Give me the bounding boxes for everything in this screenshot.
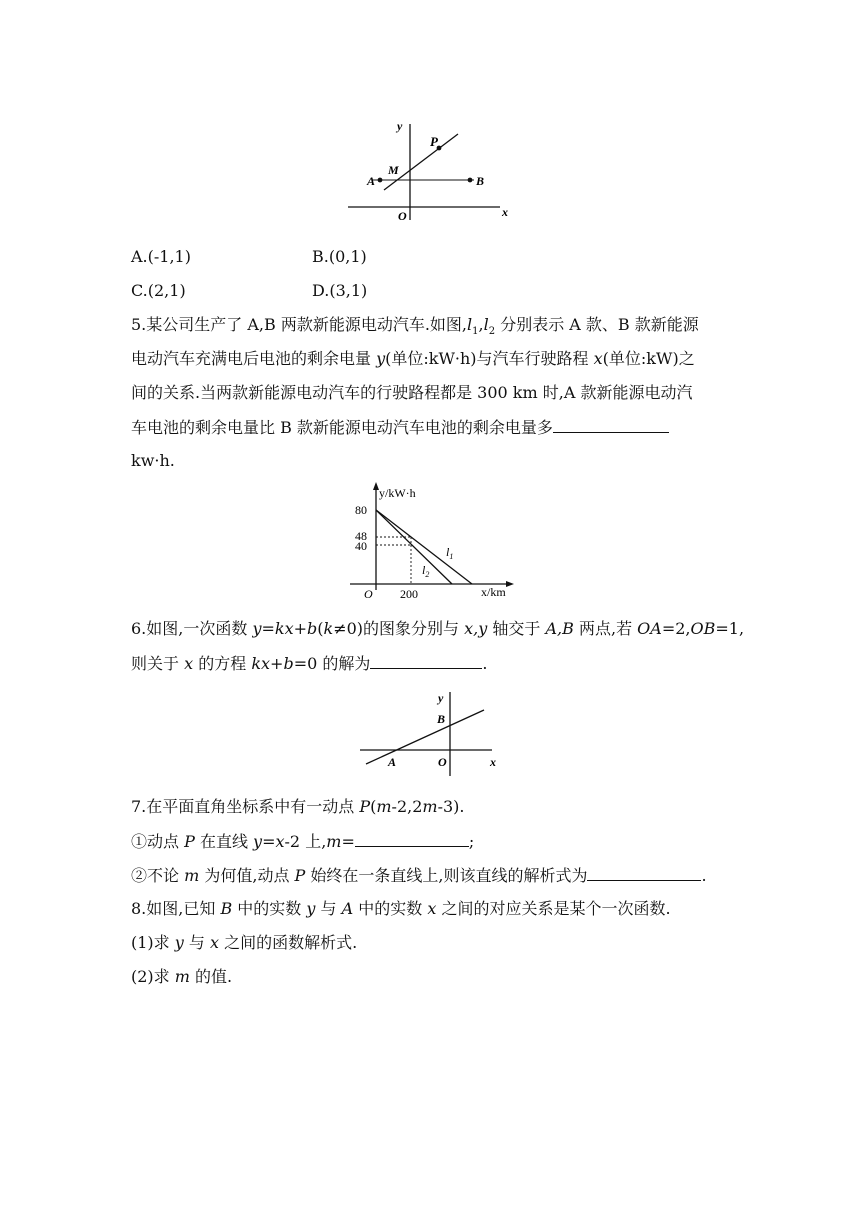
q7-line1: 7.在平面直角坐标系中有一动点 P(m-2,2m-3). xyxy=(131,797,465,816)
q6-line1: 6.如图,一次函数 y=kx+b(k≠0)的图象分别与 x,y 轴交于 A,B 两点,若 OA=2,OB=1, xyxy=(131,619,745,638)
origin-label: O xyxy=(438,755,447,769)
q8-line1: 8.如图,已知 B 中的实数 y 与 A 中的实数 x 之间的对应关系是某个一次函数. xyxy=(131,899,671,918)
point-B-label: B xyxy=(476,174,485,188)
answer-blank[interactable] xyxy=(370,652,482,669)
option-b: B.(0,1) xyxy=(312,247,367,266)
origin-label: O xyxy=(364,587,373,601)
x-axis-label: x xyxy=(490,755,496,769)
point-P-label: P xyxy=(430,134,438,149)
point-A-label: A xyxy=(367,174,376,188)
q7-subq2: ②不论 m 为何值,动点 P 始终在一条直线上,则该直线的解析式为 . xyxy=(131,866,707,885)
origin-label: O xyxy=(398,209,407,223)
x-axis-label: x xyxy=(502,205,508,219)
y-axis-label: y/kW·h xyxy=(379,486,416,500)
q5-line2: 电动汽车充满电后电池的剩余电量 y(单位:kW·h)与汽车行驶路程 x(单位:kW)之 xyxy=(131,349,695,368)
q7-subq1: ①动点 P 在直线 y=x-2 上,m= ; xyxy=(131,832,475,851)
q5-line3: 间的关系.当两款新能源电动汽车的行驶路程都是 300 km 时,A 款新能源电动汽 xyxy=(131,383,693,402)
point-M-label: M xyxy=(388,163,399,177)
option-a: A.(-1,1) xyxy=(131,247,191,266)
q5-line5: kw·h. xyxy=(131,451,175,470)
option-d: D.(3,1) xyxy=(312,281,368,300)
option-c: C.(2,1) xyxy=(131,281,186,300)
answer-blank[interactable] xyxy=(553,416,669,433)
figure-coordinate-points xyxy=(340,112,520,228)
y-axis-label: y xyxy=(438,691,444,705)
x-axis-label: x/km xyxy=(481,585,506,599)
point-A-label: A xyxy=(388,755,397,769)
tick-40: 40 xyxy=(355,539,367,553)
l1-label: $l_1$ xyxy=(446,545,454,561)
figure-linear-function xyxy=(358,688,508,780)
y-axis-label: y xyxy=(397,119,403,133)
q5-line1: 5.某公司生产了 A,B 两款新能源电动汽车.如图$,l_1,l_2$ 分别表示 A 款、B 款新能源 xyxy=(131,315,699,338)
point-B-label: B xyxy=(437,712,446,726)
q6-line2: 则关于 x 的方程 kx+b=0 的解为 . xyxy=(131,654,488,673)
tick-80: 80 xyxy=(355,503,367,517)
figure-battery-chart xyxy=(340,480,520,602)
q5-line4: 车电池的剩余电量比 B 款新能源电动汽车电池的剩余电量多 xyxy=(131,416,669,439)
answer-blank[interactable] xyxy=(355,830,469,847)
tick-200: 200 xyxy=(400,587,418,601)
q8-part1: (1)求 y 与 x 之间的函数解析式. xyxy=(131,933,358,952)
answer-blank[interactable] xyxy=(587,864,701,881)
l2-label: $l_2$ xyxy=(422,563,430,579)
q8-part2: (2)求 m 的值. xyxy=(131,967,233,986)
tick-48: 48 xyxy=(355,529,367,543)
